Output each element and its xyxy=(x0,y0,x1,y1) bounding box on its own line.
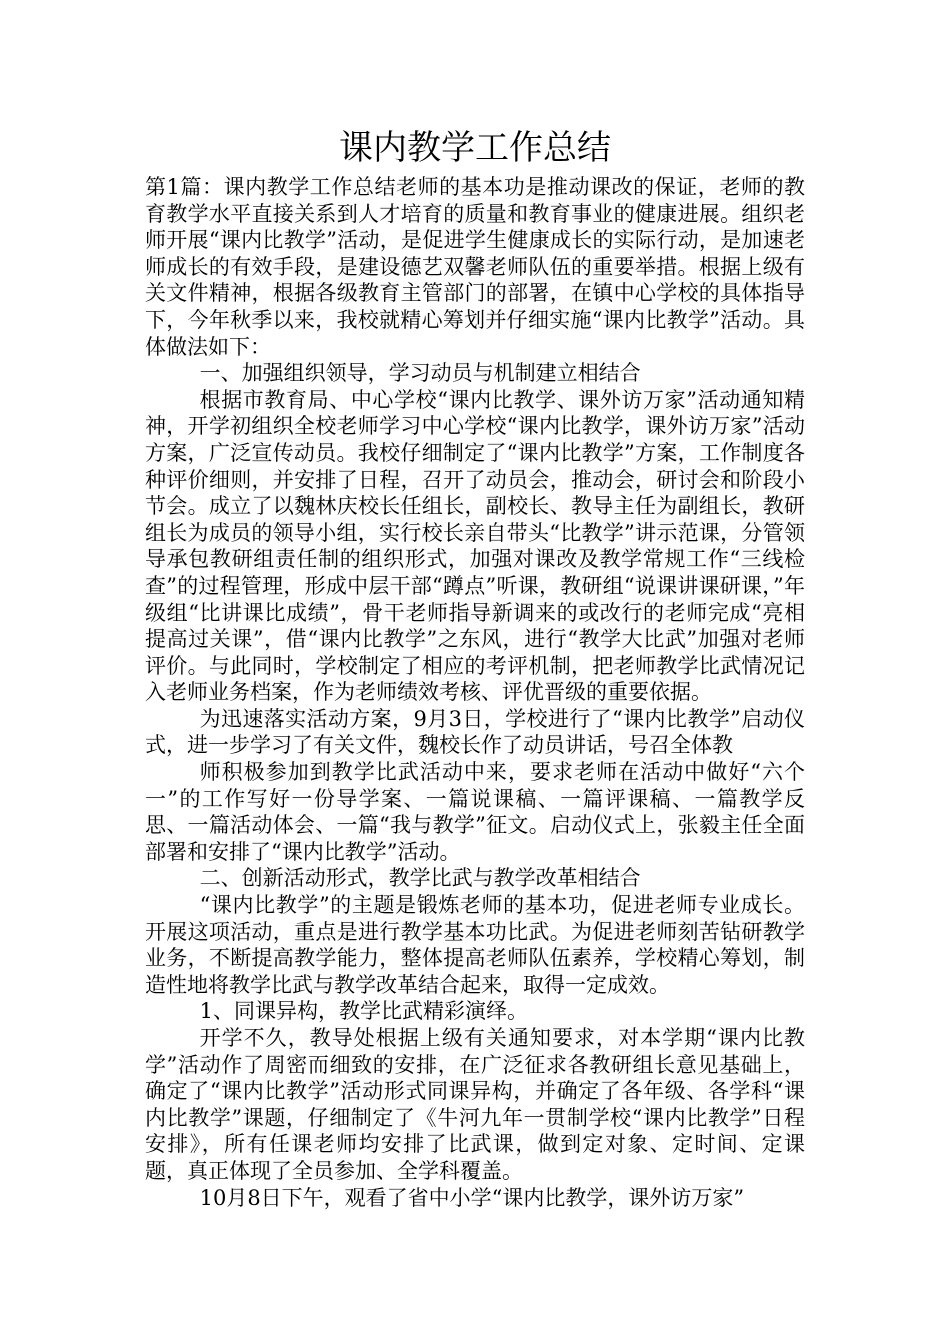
document-title: 课内教学工作总结 xyxy=(339,128,611,168)
section-heading-2: 二、创新活动形式，教学比武与教学改革相结合 xyxy=(199,866,641,891)
paragraph-intro: 第1篇：课内教学工作总结老师的基本功是推动课改的保证，老师的教育教学水平直接关系到人才培育的质量和教育事业的健康进展。组织老师开展“课内比教学”活动，是促进学生健康成长的实际行动，是加速老师成长的有效手段，是建设德艺双馨老师队伍的重要举措。根据上级有关文件精神，根据各级教育主管部门的部署，在镇中心学校的具体指导下，今年秋季以来，我校就精心筹划并仔细实施“课内比教学”活动。具体做法如下： xyxy=(145,175,805,359)
paragraph: “课内比教学”的主题是锻炼老师的基本功，促进老师专业成长。开展这项活动，重点是进行教学基本功比武。为促进老师刻苦钻研教学业务，不断提高教学能力，整体提高老师队伍素养，学校精心筹划，制造性地将教学比武与教学改革结合起来，取得一定成效。 xyxy=(145,893,805,997)
document-body xyxy=(145,174,805,1211)
section-heading-1: 一、加强组织领导，学习动员与机制建立相结合 xyxy=(199,361,641,386)
paragraph: 为迅速落实活动方案，9月3日，学校进行了“课内比教学”启动仪式，进一步学习了有关文件，魏校长作了动员讲话，号召全体教 xyxy=(145,706,805,758)
paragraph: 10月8日下午，观看了省中小学“课内比教学，课外访万家” xyxy=(199,1185,745,1210)
subsection-heading-1: 1、同课异构，教学比武精彩演绎。 xyxy=(199,999,528,1024)
paragraph: 开学不久，教导处根据上级有关通知要求，对本学期“课内比教学”活动作了周密而细致的安排，在广泛征求各教研组长意见基础上，确定了“课内比教学”活动形式同课异构，并确定了各年级、各学科“课内比教学”课题，仔细制定了《牛河九年一贯制学校“课内比教学”日程安排》，所有任课老师均安排了比武课，做到定对象、定时间、定课题，真正体现了全员参加、全学科覆盖。 xyxy=(145,1026,805,1183)
paragraph: 根据市教育局、中心学校“课内比教学、课外访万家”活动通知精神，开学初组织全校老师学习中心学校“课内比教学，课外访万家”活动方案，广泛宣传动员。我校仔细制定了“课内比教学”方案，工作制度各种评价细则，并安排了日程，召开了动员会，推动会，研讨会和阶段小节会。成立了以魏林庆校长任组长，副校长、教导主任为副组长，教研组长为成员的领导小组，实行校长亲自带头“比教学”讲示范课，分管领导承包教研组责任制的组织形式，加强对课改及教学常规工作“三线检查”的过程管理，形成中层干部“蹲点”听课，教研组“说课讲课研课，”年级组“比讲课比成绩”，骨干老师指导新调来的或改行的老师完成“亮相提高过关课”，借“课内比教学”之东风，进行“教学大比武”加强对老师评价。与此同时，学校制定了相应的考评机制，把老师教学比武情况记入老师业务档案，作为老师绩效考核、评优晋级的重要依据。 xyxy=(145,387,805,705)
paragraph: 师积极参加到教学比武活动中来，要求老师在活动中做好“六个一”的工作写好一份导学案、一篇说课稿、一篇评课稿、一篇教学反思、一篇活动体会、一篇“我与教学”征文。启动仪式上，张毅主任全面部署和安排了“课内比教学”活动。 xyxy=(145,760,805,864)
